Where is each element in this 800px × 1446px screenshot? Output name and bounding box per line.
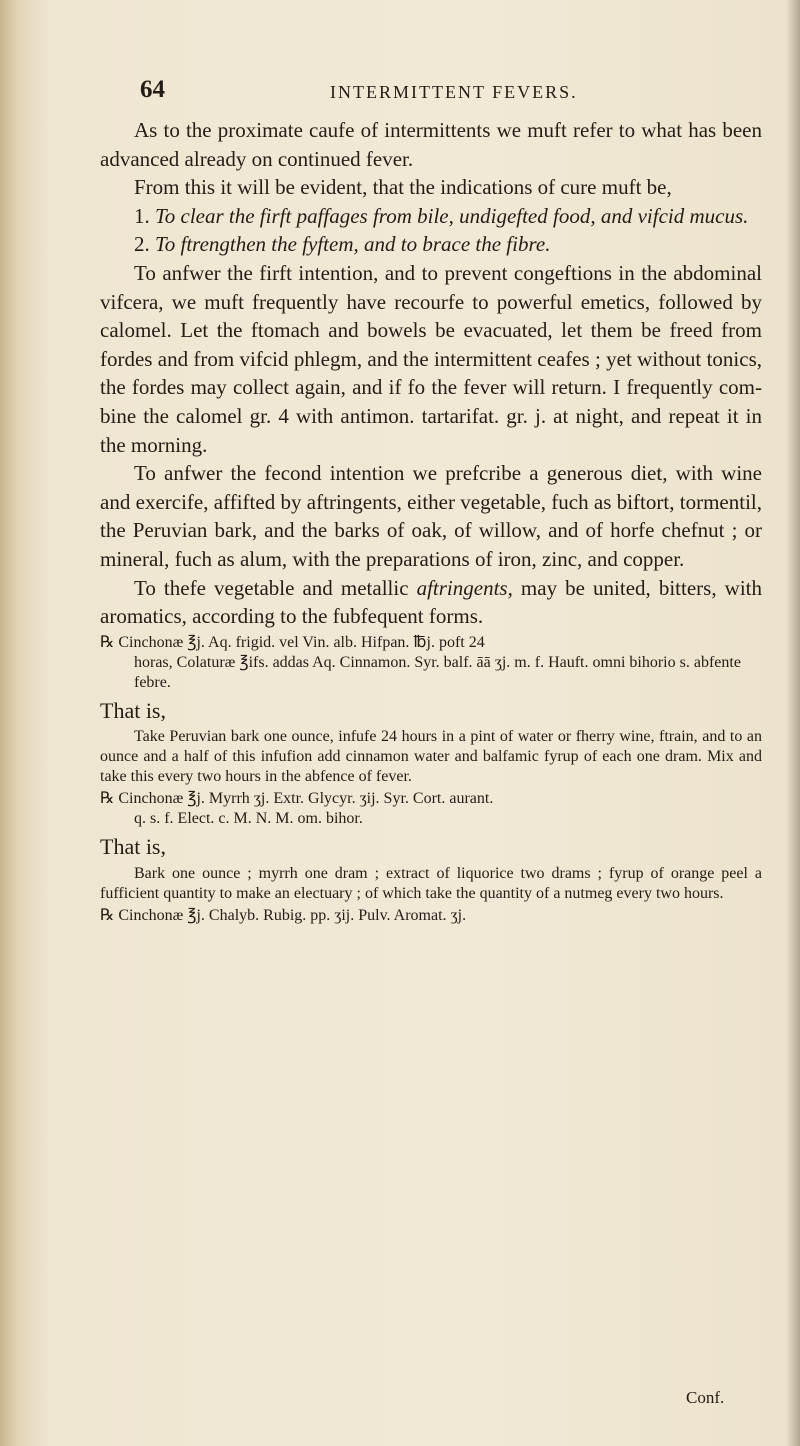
paragraph-indications: From this it will be evident, that the indications of cure muft be, <box>134 175 672 200</box>
astringents-lead: To thefe vegetable and metallic <box>134 575 417 600</box>
page-shadow-edge <box>786 0 800 1446</box>
that-is-label-1: That is, <box>100 697 166 723</box>
indication-1-number: 1. <box>134 203 150 228</box>
prescription-2-line: ℞ Cinchonæ ℥j. Myrrh ʒj. Extr. Glycyr. ʒij. Syr. Cort. aurant. <box>100 790 494 808</box>
prescription-1-line: ℞ Cinchonæ ℥j. Aq. frigid. vel Vin. alb. Hifpan. ℔j. poft 24 <box>100 633 485 651</box>
indication-1 <box>100 202 762 231</box>
indication-1-text: To clear the firft paffages from bile, undigefted food, and vifcid mucus. <box>155 203 749 228</box>
translation-2: Bark one ounce ; myrrh one dram ; extract of liquorice two drams ; fyrup of orange peel a fufficient quantity to make an electuary ; of which take the quantity of a nutmeg every two hours. <box>100 864 762 902</box>
indication-2 <box>100 230 762 259</box>
paragraph-first-intention: To anfwer the firft intention, and to prevent congeftions in the abdominal vifcera, we muft frequently have recourfe to powerful emetics, followed by calomel. Let the ftomach and bowels be evacuated, let them be freed from fordes and from vifcid phlegm, and the intermittent ceafes ; yet without tonics, the fordes may collect again, and if fo the fever will return. I frequently combine the calomel gr. 4 with antimon. tartarifat. gr. j. at night, and repeat it in the morning. <box>100 260 762 457</box>
running-head: INTERMITTENT FEVERS. <box>330 82 578 102</box>
paragraph-second-intention: To anfwer the fecond intention we prefcribe a generous diet, with wine and exercife, affifted by aftringents, either vegetable, fuch as biftort, tormentil, the Peruvian bark, and the barks of oak, of willow, and of horfe chefnut ; or mineral, fuch as alum, with the preparations of iron, zinc, and copper. <box>100 461 762 571</box>
page-number: 64 <box>140 76 165 103</box>
paragraph-proximate-cause: As to the proximate caufe of intermittents we muft refer to what has been advanced already on continued fever. <box>100 118 762 171</box>
indication-2-text: To ftrengthen the fyftem, and to brace the fibre. <box>155 232 551 257</box>
prescription-3 <box>100 906 762 926</box>
astringents-term: aftringents <box>416 575 508 600</box>
astringents-tail: , may be united, bitters, with aromatics, according to the fubfequent forms. <box>100 575 762 629</box>
prescription-1 <box>100 633 762 693</box>
catchword: Conf. <box>686 1388 725 1407</box>
prescription-2 <box>100 789 762 829</box>
translation-1: Take Peruvian bark one ounce, infufe 24 hours in a pint of water or fherry wine, ftrain, and to an ounce and a half of this infufion add cinnamon water and balfamic fyrup of each one dram. Mix and take this every two hours in the abfence of fever. <box>100 728 762 786</box>
indication-2-number: 2. <box>134 232 150 257</box>
that-is-label-2: That is, <box>100 834 166 860</box>
prescription-1-continuation: horas, Colaturæ ℥ifs. addas Aq. Cinnamon. Syr. balf. āā ʒj. m. f. Hauft. omni bihorio s. abfente febre. <box>134 653 741 691</box>
paragraph-astringents <box>100 574 762 631</box>
page-header <box>60 76 760 116</box>
prescription-3-line: ℞ Cinchonæ ℥j. Chalyb. Rubig. pp. ʒij. Pulv. Aromat. ʒj. <box>100 906 467 924</box>
body-text <box>100 116 762 930</box>
prescription-2-continuation: q. s. f. Elect. c. M. N. M. om. bihor. <box>134 810 363 828</box>
